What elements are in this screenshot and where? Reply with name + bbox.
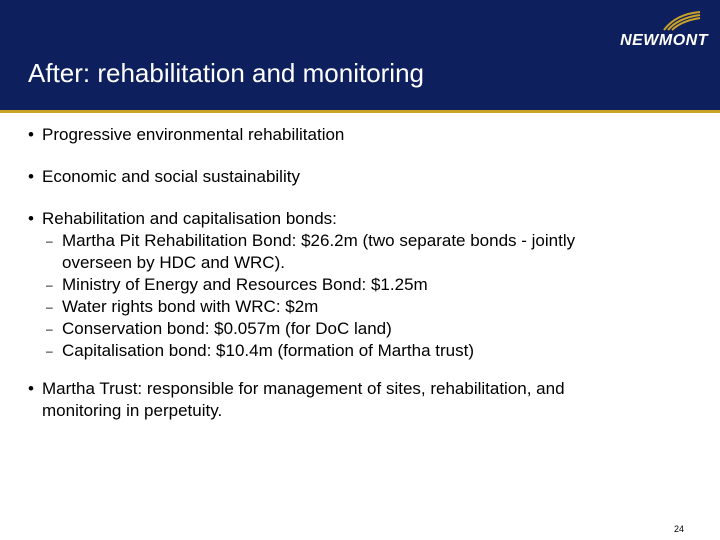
- sub-bullet-text: Capitalisation bond: $10.4m (formation of Martha trust): [62, 341, 474, 360]
- bullet-text: Progressive environmental rehabilitation: [42, 125, 345, 144]
- dash-icon: –: [46, 234, 53, 248]
- bullet-text: monitoring in perpetuity.: [42, 401, 223, 420]
- bullet-dot-icon: •: [28, 125, 34, 144]
- sub-bullet-text: overseen by HDC and WRC).: [62, 253, 285, 272]
- sub-bullet-text: Ministry of Energy and Resources Bond: $1.25m: [62, 275, 428, 294]
- sub-bullet-item: [28, 296, 688, 318]
- dash-icon: –: [46, 278, 53, 292]
- dash-icon: –: [46, 322, 53, 336]
- bullet-item: [28, 166, 688, 188]
- page-number: 24: [673, 524, 684, 534]
- bullet-item: [28, 378, 688, 400]
- newmont-logo: [608, 8, 708, 60]
- sub-bullet-continuation: [28, 252, 688, 274]
- bullet-list: [28, 118, 688, 422]
- logo-arc-icon: [662, 10, 702, 32]
- dash-icon: –: [46, 344, 53, 358]
- logo-text: NEWMONT: [620, 32, 708, 49]
- slide-header: [0, 0, 720, 110]
- bullet-text: Rehabilitation and capitalisation bonds:: [42, 209, 337, 228]
- sub-bullet-text: Conservation bond: $0.057m (for DoC land): [62, 319, 392, 338]
- sub-bullet-item: [28, 340, 688, 362]
- bullet-text: Martha Trust: responsible for management of sites, rehabilitation, and: [42, 379, 565, 398]
- sub-bullet-item: [28, 230, 688, 252]
- bullet-item: [28, 208, 688, 230]
- bullet-item: [28, 124, 688, 146]
- bullet-continuation: [28, 400, 688, 422]
- sub-bullet-item: [28, 318, 688, 340]
- bullet-dot-icon: •: [28, 167, 34, 186]
- bullet-dot-icon: •: [28, 209, 34, 228]
- sub-bullet-text: Martha Pit Rehabilitation Bond: $26.2m (two separate bonds - jointly: [62, 231, 576, 250]
- sub-bullet-item: [28, 274, 688, 296]
- slide-title: After: rehabilitation and monitoring: [28, 58, 425, 88]
- sub-bullet-text: Water rights bond with WRC: $2m: [62, 297, 319, 316]
- bullet-dot-icon: •: [28, 379, 34, 398]
- header-divider: [0, 110, 720, 113]
- bullet-text: Economic and social sustainability: [42, 167, 300, 186]
- dash-icon: –: [46, 300, 53, 314]
